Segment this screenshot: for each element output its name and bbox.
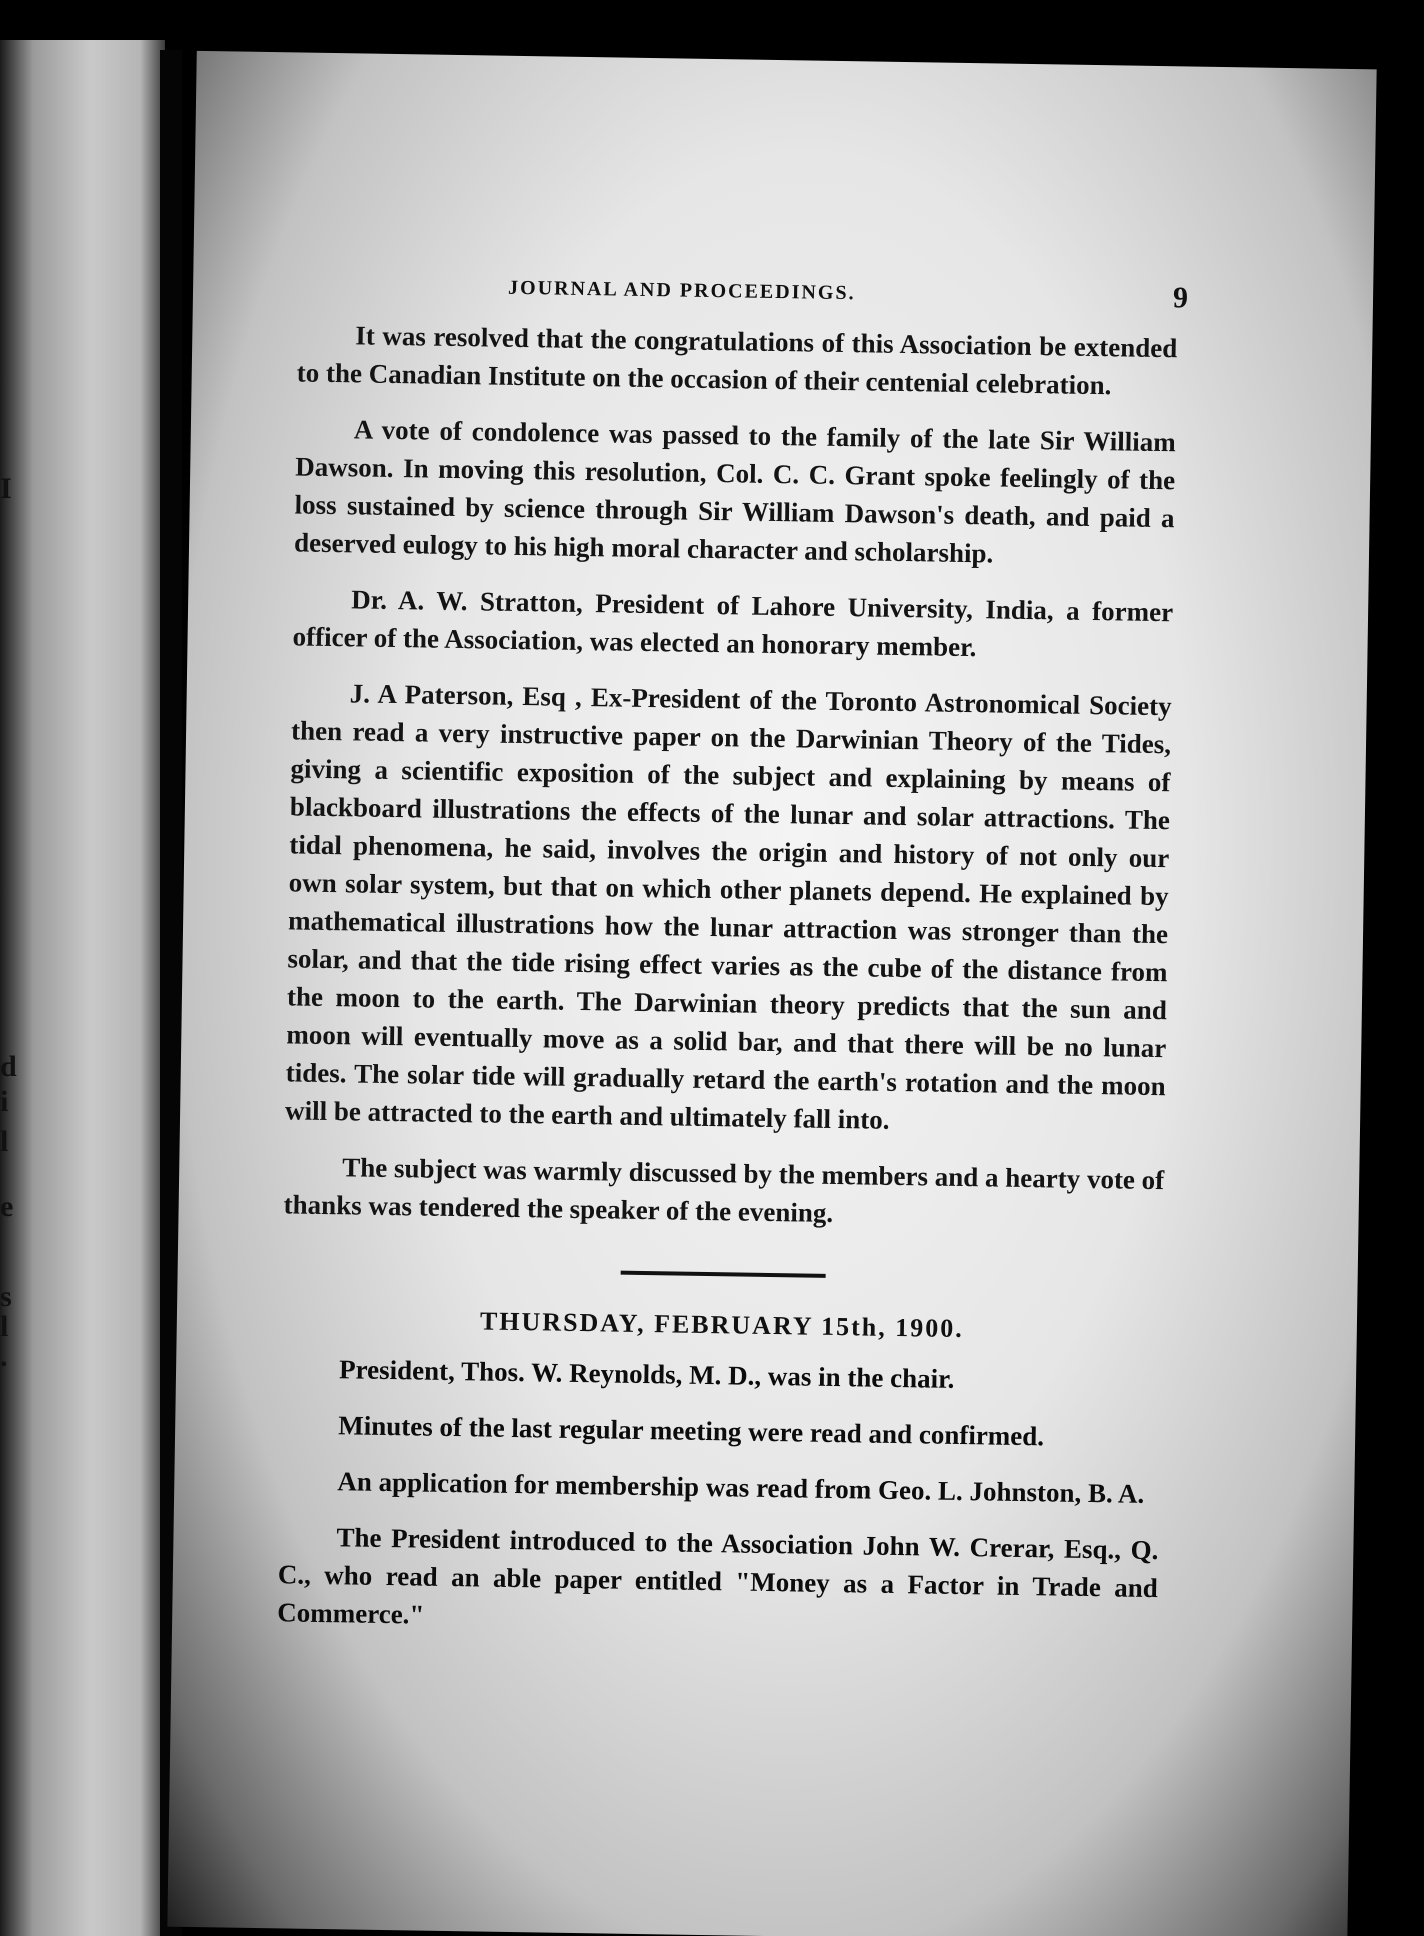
paragraph-honorary-member: Dr. A. W. Stratton, President of Lahore University, India, a former officer of the Association, was elected an honorary member. <box>292 584 1174 663</box>
facing-page-glyph: l <box>0 1125 9 1158</box>
paragraph-membership-application: An application for membership was read from Geo. L. Johnston, B. A. <box>337 1466 1145 1509</box>
running-head <box>298 267 1189 321</box>
meeting-section <box>277 1303 1162 1645</box>
page-number: 9 <box>1172 281 1189 315</box>
running-title: JOURNAL AND PROCEEDINGS. <box>507 276 856 305</box>
facing-page-glyph: i <box>0 1085 9 1118</box>
page-content <box>277 267 1189 1663</box>
facing-page-glyph: s <box>0 1280 12 1313</box>
facing-page-glyph: l <box>0 1310 9 1343</box>
paragraph-congratulations: It was resolved that the congratulations of this Association be extended to the Canadian Institute on the occasion of their centenial celebration. <box>296 320 1178 401</box>
paragraph-minutes: Minutes of the last regular meeting were read and confirmed. <box>338 1410 1045 1452</box>
paragraph-condolence: A vote of condolence was passed to the family of the late Sir William Dawson. In moving this resolution, Col. C. C. Grant spoke feelingly of the loss sustained by science through Sir William Dawson's death, and paid a deserved eulogy to his high moral character and scholarship. <box>293 414 1177 569</box>
document-page <box>167 51 1376 1936</box>
facing-page-glyph: d <box>0 1050 17 1083</box>
paragraph-chair: President, Thos. W. Reynolds, M. D., was in the chair. <box>338 1354 955 1394</box>
section-divider <box>620 1271 825 1278</box>
facing-page-glyph: . <box>0 1340 8 1373</box>
paragraph-vote-of-thanks: The subject was warmly discussed by the members and a hearty vote of thanks was tendered the speaker of the evening. <box>283 1152 1165 1228</box>
facing-page-glyph: e <box>0 1190 14 1223</box>
facing-page-glyph: I <box>0 472 12 505</box>
paragraph-crerar-paper: The President introduced to the Association John W. Crerar, Esq., Q. C., who read an able paper entitled "Money as a Factor in Trade and Commerce." <box>277 1522 1159 1630</box>
paragraph-darwinian-tides: J. A Paterson, Esq , Ex-President of the Toronto Astronomical Society then read a very instructive paper on the Darwinian Theory of the Tides, giving a scientific exposition of the subject and explaining by means of blackboard illustrations the effects of the lunar and solar attractions. The tidal phenomena, he said, involves the origin and history of not only our own solar system, but that on which other planets depend. He explained by mathematical illustrations how the lunar attraction was stronger than the solar, and that the tide rising effect varies as the cube of the distance from the moon to the earth. The Darwinian theory predicts that the sun and moon will eventually move as a solid bar, and that there will be no lunar tides. The solar tide will gradually retard the earth's rotation and the moon will be attracted to the earth and ultimately fall into. <box>284 678 1172 1135</box>
meeting-date-heading: THURSDAY, FEBRUARY 15th, 1900. <box>479 1306 964 1344</box>
facing-page-edge <box>0 40 165 1936</box>
